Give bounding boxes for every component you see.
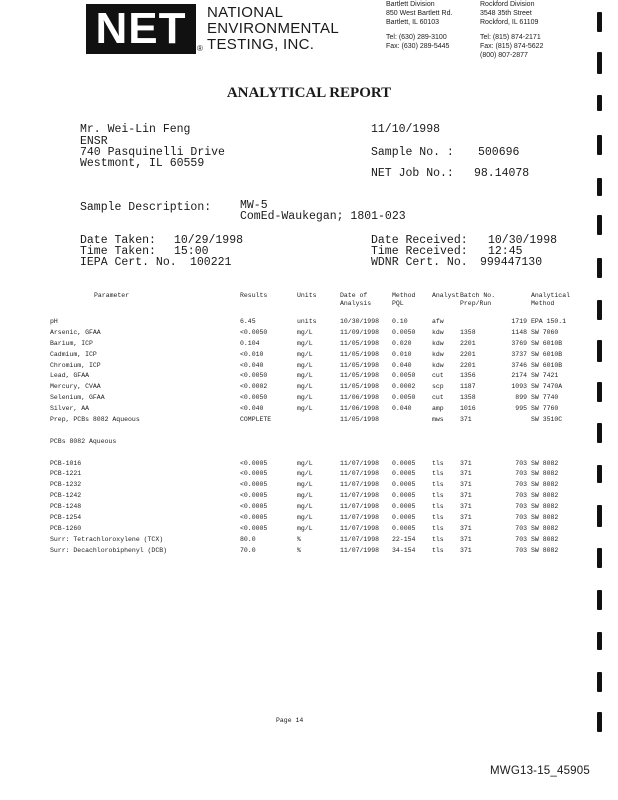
client-company: ENSR (80, 135, 108, 148)
prep-run-cell: 703 (515, 503, 527, 511)
col-units: Units (297, 292, 317, 299)
scan-edge-mark (597, 258, 602, 278)
analyst-cell: tls (432, 459, 444, 467)
batch-cell: 371 (460, 535, 472, 543)
unit-cell: mg/L (297, 405, 313, 413)
unit-cell: mg/L (297, 339, 313, 347)
pql-cell: 0.10 (392, 317, 408, 325)
unit-cell: mg/L (297, 503, 313, 511)
param-cell: Prep, PCBs 8082 Aqueous (50, 415, 140, 423)
param-cell: Surr: Decachlorobiphenyl (DCB) (50, 546, 168, 554)
date-cell: 11/06/1998 (340, 394, 380, 402)
param-cell: PCB-1242 (50, 492, 82, 500)
batch-cell: 371 (460, 513, 472, 521)
pcb-rows (50, 458, 576, 556)
scan-edge-mark (597, 632, 602, 650)
spacer-row (50, 425, 576, 436)
pql-cell: 0.0005 (392, 481, 416, 489)
result-cell: <0.0005 (240, 470, 268, 478)
param-cell: Chromium, ICP (50, 361, 101, 369)
batch-cell: 371 (460, 524, 472, 532)
net-job-label: NET Job No.: (371, 167, 454, 180)
unit-cell: mg/L (297, 361, 313, 369)
analyst-cell: cut (432, 394, 444, 402)
param-cell: Mercury, CVAA (50, 383, 101, 391)
table-row (50, 512, 576, 523)
result-cell: 70.0 (240, 546, 256, 554)
table-row (50, 327, 576, 338)
spacer-row (50, 447, 576, 458)
date-received-value: 10/30/1998 (488, 234, 558, 247)
result-cell: <0.0002 (240, 383, 268, 391)
prep-run-cell: 703 (515, 546, 527, 554)
net-logo: NET (86, 4, 196, 54)
pql-cell: 0.0050 (392, 394, 416, 402)
date-cell: 11/07/1998 (340, 524, 380, 532)
col-analytical-method: Analytical Method (531, 292, 571, 307)
unit-cell: mg/L (297, 459, 313, 467)
col-method-pql: Method PQL (392, 292, 416, 307)
unit-cell: % (297, 535, 301, 543)
batch-cell: 371 (460, 415, 472, 423)
analyst-cell: tls (432, 492, 444, 500)
analytical-method-cell: SW 7470A (531, 383, 563, 391)
table-row (50, 479, 576, 490)
analyst-cell: amp (432, 405, 444, 413)
batch-cell: 1187 (460, 383, 476, 391)
iepa-cert-label: IEPA Cert. No. (80, 256, 177, 269)
date-cell: 11/05/1998 (340, 415, 380, 423)
date-cell: 11/05/1998 (340, 361, 380, 369)
table-row (50, 414, 576, 425)
result-cell: <0.010 (240, 350, 264, 358)
main-rows (50, 316, 576, 425)
client-street: 740 Pasquinelli Drive (80, 146, 225, 159)
scan-edge-mark (597, 712, 602, 732)
date-cell: 11/06/1998 (340, 405, 380, 413)
result-cell: COMPLETE (240, 415, 272, 423)
analyst-cell: mws (432, 415, 444, 423)
unit-cell: units (297, 317, 317, 325)
pql-cell (392, 414, 432, 425)
iepa-cert-value: 100221 (190, 256, 232, 269)
param-cell: pH (50, 317, 58, 325)
unit-cell: mg/L (297, 470, 313, 478)
unit-cell: mg/L (297, 492, 313, 500)
date-cell: 11/05/1998 (340, 350, 380, 358)
prep-run-cell: 1148 (511, 328, 527, 336)
prep-run-cell: 703 (515, 524, 527, 532)
param-cell: PCB-1232 (50, 481, 82, 489)
analyst-cell: kdw (432, 339, 444, 347)
result-cell: <0.0050 (240, 328, 268, 336)
scan-edge-mark (597, 300, 602, 320)
rockford-line: Fax: (815) 874-5622 (480, 43, 544, 50)
rockford-line: 3548 35th Street (480, 10, 532, 17)
table-row (50, 403, 576, 414)
result-cell: <0.0050 (240, 372, 268, 380)
prep-run-cell: 2174 (511, 372, 527, 380)
scan-edge-mark (597, 382, 602, 402)
rockford-line: Tel: (815) 874-2171 (480, 34, 541, 41)
analyst-cell: tls (432, 535, 444, 543)
analytical-method-cell: SW 8082 (531, 546, 559, 554)
unit-cell: mg/L (297, 350, 313, 358)
prep-run-cell: 703 (515, 535, 527, 543)
analyst-cell: kdw (432, 361, 444, 369)
table-row (50, 370, 576, 381)
batch-cell: 2201 (460, 361, 476, 369)
unit-cell: mg/L (297, 513, 313, 521)
batch-cell: 371 (460, 481, 472, 489)
time-received-label: Time Received: (371, 245, 468, 258)
registered-mark: ® (197, 44, 203, 53)
date-cell: 11/07/1998 (340, 513, 380, 521)
prep-run-cell: 703 (515, 513, 527, 521)
table-row (50, 490, 576, 501)
time-taken-label: Time Taken: (80, 245, 156, 258)
pql-cell: 0.0002 (392, 383, 416, 391)
bartlett-division-address (386, 0, 452, 51)
sample-description-label: Sample Description: (80, 201, 212, 214)
prep-run-cell: 3769 (511, 339, 527, 347)
analyst-cell: scp (432, 383, 444, 391)
company-name-line-2: ENVIRONMENTAL (207, 20, 339, 37)
param-cell: PCB-1260 (50, 524, 82, 532)
pql-cell: 34-154 (392, 546, 416, 554)
rockford-line: Rockford Division (480, 1, 535, 8)
table-row (50, 392, 576, 403)
scan-edge-mark (597, 672, 602, 692)
col-results: Results (240, 292, 268, 299)
bartlett-line: 850 West Bartlett Rd. (386, 10, 453, 17)
bates-number: MWG13-15_45905 (490, 765, 590, 777)
analytical-method-cell: SW 6010B (531, 339, 563, 347)
analytical-method-cell: SW 6010B (531, 361, 563, 369)
table-row (50, 545, 576, 556)
unit-cell: mg/L (297, 328, 313, 336)
table-row (50, 381, 576, 392)
client-name: Mr. Wei-Lin Feng (80, 123, 191, 136)
batch-cell: 1358 (460, 328, 476, 336)
result-cell: <0.0005 (240, 492, 268, 500)
bartlett-line: Bartlett Division (386, 1, 435, 8)
table-row (50, 338, 576, 349)
param-cell: Surr: Tetrachloroxylene (TCX) (50, 535, 164, 543)
analytical-method-cell: SW 7060 (531, 328, 559, 336)
table-row (50, 468, 576, 479)
batch-cell: 1356 (460, 372, 476, 380)
analytical-method-cell: SW 8082 (531, 481, 559, 489)
batch-cell: 371 (460, 546, 472, 554)
prep-run-cell: 703 (515, 481, 527, 489)
param-cell: PCB-1248 (50, 503, 82, 511)
prep-run-cell: 899 (515, 394, 527, 402)
date-cell: 11/07/1998 (340, 481, 380, 489)
unit-cell: mg/L (297, 383, 313, 391)
param-cell: PCB-1016 (50, 459, 82, 467)
date-cell: 11/07/1998 (340, 546, 380, 554)
analytical-method-cell: SW 8082 (531, 513, 559, 521)
wdnr-cert-value: 999447130 (480, 256, 543, 269)
analytical-method-cell: EPA 150.1 (531, 317, 567, 325)
table-row (50, 523, 576, 534)
pql-cell: 0.0050 (392, 372, 416, 380)
analytical-method-cell: SW 3510C (531, 415, 563, 423)
analytical-method-cell: SW 8082 (531, 470, 559, 478)
pql-cell: 0.0005 (392, 492, 416, 500)
results-table (50, 292, 576, 556)
analyst-cell: tls (432, 503, 444, 511)
bartlett-line: Bartlett, IL 60103 (386, 19, 440, 26)
date-cell: 11/05/1998 (340, 383, 380, 391)
table-header-row (50, 292, 576, 316)
analytical-method-cell: SW 7760 (531, 405, 559, 413)
pcb-section-header-row (50, 436, 576, 447)
prep-run-cell: 703 (515, 470, 527, 478)
unit-cell (297, 414, 340, 425)
param-cell: Selenium, GFAA (50, 394, 105, 402)
client-city: Westmont, IL 60559 (80, 157, 205, 170)
analyst-cell: kdw (432, 350, 444, 358)
date-cell: 11/07/1998 (340, 535, 380, 543)
scan-edge-mark (597, 12, 602, 32)
analyst-cell: tls (432, 513, 444, 521)
param-cell: PCB-1221 (50, 470, 82, 478)
col-date-of-analysis: Date of Analysis (340, 292, 372, 307)
date-cell: 11/07/1998 (340, 492, 380, 500)
scan-edge-mark (597, 215, 602, 235)
table-row (50, 458, 576, 469)
sample-description-line-2: ComEd-Waukegan; 1801-023 (240, 210, 406, 223)
scan-edge-mark (597, 423, 602, 443)
date-cell: 11/05/1998 (340, 339, 380, 347)
prep-run-cell: 995 (515, 405, 527, 413)
scan-edge-mark (597, 340, 602, 362)
sample-no-label: Sample No. : (371, 146, 454, 159)
batch-cell (460, 316, 497, 327)
report-date: 11/10/1998 (371, 123, 441, 136)
pql-cell: 0.040 (392, 405, 412, 413)
analyst-cell: afw (432, 317, 444, 325)
table-row (50, 501, 576, 512)
unit-cell: mg/L (297, 372, 313, 380)
table-row (50, 534, 576, 545)
result-cell: <0.0005 (240, 481, 268, 489)
batch-cell: 371 (460, 470, 472, 478)
scan-edge-mark (597, 135, 602, 155)
prep-run-cell: 3737 (511, 350, 527, 358)
pql-cell: 0.010 (392, 350, 412, 358)
result-cell: <0.040 (240, 405, 264, 413)
company-name-line-1: NATIONAL (207, 4, 284, 21)
analyst-cell: tls (432, 470, 444, 478)
page-number: Page 14 (276, 717, 304, 724)
pql-cell: 0.0050 (392, 328, 416, 336)
date-cell: 10/30/1998 (340, 317, 380, 325)
date-cell: 11/07/1998 (340, 503, 380, 511)
time-received-value: 12:45 (488, 245, 523, 258)
analytical-method-cell: SW 8082 (531, 492, 559, 500)
scan-edge-mark (597, 465, 602, 483)
result-cell: <0.0050 (240, 394, 268, 402)
unit-cell: mg/L (297, 524, 313, 532)
analytical-method-cell: SW 7740 (531, 394, 559, 402)
pql-cell: 0.0005 (392, 524, 416, 532)
rockford-division-address (480, 0, 543, 60)
prep-run-cell: 703 (515, 492, 527, 500)
result-cell: <0.0005 (240, 513, 268, 521)
date-taken-value: 10/29/1998 (174, 234, 244, 247)
pql-cell: 0.040 (392, 361, 412, 369)
col-analyst: Analyst (432, 292, 460, 299)
pql-cell: 0.0005 (392, 459, 416, 467)
analytical-method-cell: SW 8082 (531, 535, 559, 543)
sample-no-value: 500696 (478, 146, 520, 159)
date-cell: 11/05/1998 (340, 372, 380, 380)
analyst-cell: tls (432, 524, 444, 532)
pql-cell: 0.0005 (392, 470, 416, 478)
scan-edge-mark (597, 95, 602, 111)
sample-description-line-1: MW-5 (240, 199, 268, 212)
table-row (50, 316, 576, 327)
result-cell: 0.104 (240, 339, 260, 347)
param-cell: Cadmium, ICP (50, 350, 97, 358)
batch-cell: 371 (460, 503, 472, 511)
batch-cell: 2201 (460, 350, 476, 358)
scan-edge-mark (597, 178, 602, 196)
analyst-cell: tls (432, 481, 444, 489)
param-cell: PCB-1254 (50, 513, 82, 521)
analytical-method-cell: SW 8082 (531, 459, 559, 467)
analyst-cell: cut (432, 372, 444, 380)
rockford-line: (800) 807-2877 (480, 52, 528, 59)
table-row (50, 360, 576, 371)
result-cell: <0.0005 (240, 503, 268, 511)
analytical-method-cell: SW 8082 (531, 503, 559, 511)
date-cell: 11/09/1998 (340, 328, 380, 336)
report-title: ANALYTICAL REPORT (226, 85, 392, 101)
batch-cell: 371 (460, 459, 472, 467)
scan-edge-mark (597, 52, 602, 74)
analytical-method-cell: SW 7421 (531, 372, 559, 380)
result-cell: <0.040 (240, 361, 264, 369)
param-cell: Barium, ICP (50, 339, 93, 347)
pcb-section-header: PCBs 8082 Aqueous (50, 437, 117, 445)
pql-cell: 0.0005 (392, 513, 416, 521)
company-name-line-3: TESTING, INC. (207, 36, 315, 53)
batch-cell: 2201 (460, 339, 476, 347)
bartlett-line: Tel: (630) 289-3100 (386, 34, 447, 41)
param-cell: Lead, GFAA (50, 372, 90, 380)
table-row (50, 349, 576, 360)
wdnr-cert-label: WDNR Cert. No. (371, 256, 468, 269)
batch-cell: 1016 (460, 405, 476, 413)
unit-cell: mg/L (297, 394, 313, 402)
prep-run-cell: 703 (515, 459, 527, 467)
bartlett-line: Fax: (630) 289-5445 (386, 43, 450, 50)
result-cell: <0.0005 (240, 459, 268, 467)
net-job-value: 98.14078 (474, 167, 530, 180)
unit-cell: % (297, 546, 301, 554)
analytical-method-cell: SW 8082 (531, 524, 559, 532)
analyst-cell: kdw (432, 328, 444, 336)
scan-edge-mark (597, 505, 602, 527)
col-parameter: Parameter (94, 292, 130, 299)
batch-cell: 371 (460, 492, 472, 500)
batch-cell: 1358 (460, 394, 476, 402)
date-cell: 11/07/1998 (340, 470, 380, 478)
pql-cell: 22-154 (392, 535, 416, 543)
col-batch-no: Batch No. Prep/Run (460, 292, 496, 307)
result-cell: 80.0 (240, 535, 256, 543)
time-taken-value: 15:00 (174, 245, 209, 258)
param-cell: Arsenic, GFAA (50, 328, 101, 336)
unit-cell: mg/L (297, 481, 313, 489)
date-taken-label: Date Taken: (80, 234, 156, 247)
pql-cell: 0.020 (392, 339, 412, 347)
analytical-method-cell: SW 6010B (531, 350, 563, 358)
pql-cell: 0.0005 (392, 503, 416, 511)
result-cell: <0.0005 (240, 524, 268, 532)
prep-run-cell (497, 414, 531, 425)
date-received-label: Date Received: (371, 234, 468, 247)
result-cell: 6.45 (240, 317, 256, 325)
param-cell: Silver, AA (50, 405, 90, 413)
prep-run-cell: 3746 (511, 361, 527, 369)
date-cell: 11/07/1998 (340, 459, 380, 467)
scan-edge-mark (597, 548, 602, 568)
analyst-cell: tls (432, 546, 444, 554)
pcb-section (50, 425, 576, 458)
scan-edge-mark (597, 590, 602, 610)
prep-run-cell: 1719 (511, 317, 527, 325)
rockford-line: Rockford, IL 61109 (480, 19, 539, 26)
prep-run-cell: 1093 (511, 383, 527, 391)
